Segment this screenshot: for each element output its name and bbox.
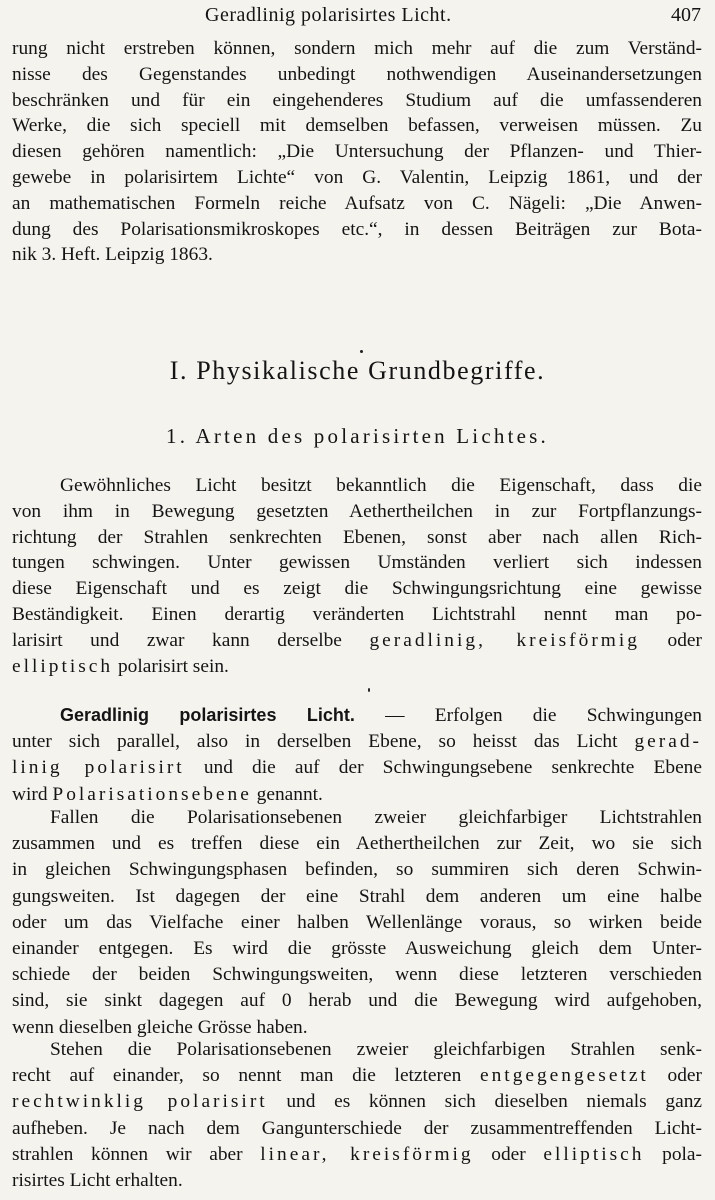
text-line [12,755,702,781]
text-line: sind, sie sinkt dagegen auf 0 herab und die Bewegung wird aufgehoben, [12,990,702,1012]
text-line: diesen gehören namentlich: „Die Untersuchung der Pflanzen- und Thier- [12,141,702,163]
text-line: Beständigkeit. Einen derartig veränderten Lichtstrahl nennt man po- [12,603,702,625]
text-line: gungsweiten. Ist dagegen der eine Strahl dem anderen um eine halbe [12,885,702,907]
text-line: wenn dieselben gleiche Grösse haben. [12,1016,308,1038]
text-line [12,628,702,654]
text-line: an mathematischen Formeln reiche Aufsatz von C. Nägeli: „Die Anwen- [12,192,702,214]
spaced-term: rechtwinklig polarisirt [12,1091,268,1113]
section-title: 1. Arten des polarisirten Lichtes. [166,424,549,448]
paragraph-geradlinig [12,702,702,808]
spaced-term: elliptisch [543,1143,645,1165]
text-line: einander entgegen. Es wird die grösste Ausweichung gleich dem Unter- [12,938,702,960]
intro-paragraph [12,36,702,268]
text-line: oder um das Vielfache einer halben Wellenlänge voraus, so wirken beide [12,911,702,933]
text-line: dung des Polarisationsmikroskopes etc.“, in dessen Beiträgen zur Bota- [12,218,702,240]
running-title: Geradlinig polarisirtes Licht. [205,4,452,26]
text-run: polarisirt sein. [117,655,229,677]
text-line [12,1089,702,1115]
text-line: beschränken und für ein eingehenderes Studium auf die umfassenderen [12,89,702,111]
print-speck [368,688,370,692]
text-line: nisse des Gegenstandes unbedingt nothwendigen Auseinandersetzungen [12,63,702,85]
text-line: von ihm in Bewegung gesetzten Aethertheilchen in zur Fortpflanzungs- [12,500,702,522]
paragraph-stehen [12,1037,702,1194]
text-run: und es können sich dieselben niemals ganz [286,1091,702,1113]
text-line: aufheben. Je nach dem Gangunterschiede der zusammentreffenden Licht- [12,1117,702,1139]
text-run: oder [667,1065,702,1087]
text-line: nik 3. Heft. Leipzig 1863. [12,244,213,266]
text-line: diese Eigenschaft und es zeigt die Schwingungsrichtung eine gewisse [12,578,702,600]
text-line: tungen schwingen. Unter gewissen Umständen verliert sich indessen [12,552,702,574]
text-run: und die auf der Schwingungsebene senkrechte Ebene [203,757,702,779]
text-run: — Erfolgen die Schwingungen [385,705,702,726]
spaced-term: geradlinig, kreisförmig [369,629,640,651]
text-run: unter sich parallel, also in derselben Ebene, so heisst das Licht [12,731,618,753]
text-line [12,782,702,808]
run-in-heading: Geradlinig polarisirtes Licht. [60,705,355,725]
text-line: Fallen die Polarisationsebenen zweier gleichfarbiger Lichtstrahlen [50,807,702,828]
text-line [12,654,702,680]
text-line: Gewöhnliches Licht besitzt bekanntlich die Eigenschaft, dass die [60,475,702,496]
paragraph-fallen [12,805,702,1041]
text-run: larisirt und zwar kann derselbe [12,629,342,651]
text-run: oder [667,629,702,651]
text-line: in gleichen Schwingungsphasen befinden, so summiren sich deren Schwin- [12,859,702,881]
spaced-term: gerad- [634,731,702,753]
text-run: strahlen können wir aber [12,1143,243,1165]
text-line [12,729,702,755]
text-line: Stehen die Polarisationsebenen zweier gleichfarbigen Strahlen senk- [50,1039,702,1060]
text-line [12,1142,702,1168]
text-line: rung nicht erstreben können, sondern mich mehr auf die zum Verständ- [12,38,702,59]
paragraph-gewoehnliches-licht [12,473,702,679]
spaced-term: elliptisch [12,655,114,677]
text-line: schiede der beiden Schwingungsweiten, wenn diese letzteren verschieden [12,964,702,986]
text-run: genannt. [256,783,323,805]
text-line: Werke, die sich speciell mit demselben befassen, verweisen müssen. Zu [12,115,702,137]
text-line [12,702,702,729]
text-line: richtung der Strahlen senkrechten Ebenen, sonst aber nach allen Rich- [12,526,702,548]
text-run: oder [491,1143,526,1165]
spaced-term: Polarisationsebene [52,783,252,805]
text-line: gewebe in polarisirtem Lichte“ von G. Valentin, Leipzig 1861, und der [12,166,702,188]
text-run: pola- [662,1143,702,1165]
text-run: recht auf einander, so nennt man die letzteren [12,1065,462,1087]
spaced-term: entgegengesetzt [480,1065,649,1087]
text-run: wird [12,783,48,805]
text-line [12,1063,702,1089]
chapter-title: I. Physikalische Grundbegriffe. [169,356,546,385]
page-number: 407 [671,4,701,26]
text-line: risirtes Licht erhalten. [12,1170,183,1192]
running-head [0,4,715,28]
print-speck [360,350,363,353]
spaced-term: linear, kreisförmig [260,1143,474,1165]
spaced-term: linig polarisirt [12,757,185,779]
text-line: zusammen und es treffen diese ein Aethertheilchen zur Zeit, wo sie sich [12,833,702,855]
